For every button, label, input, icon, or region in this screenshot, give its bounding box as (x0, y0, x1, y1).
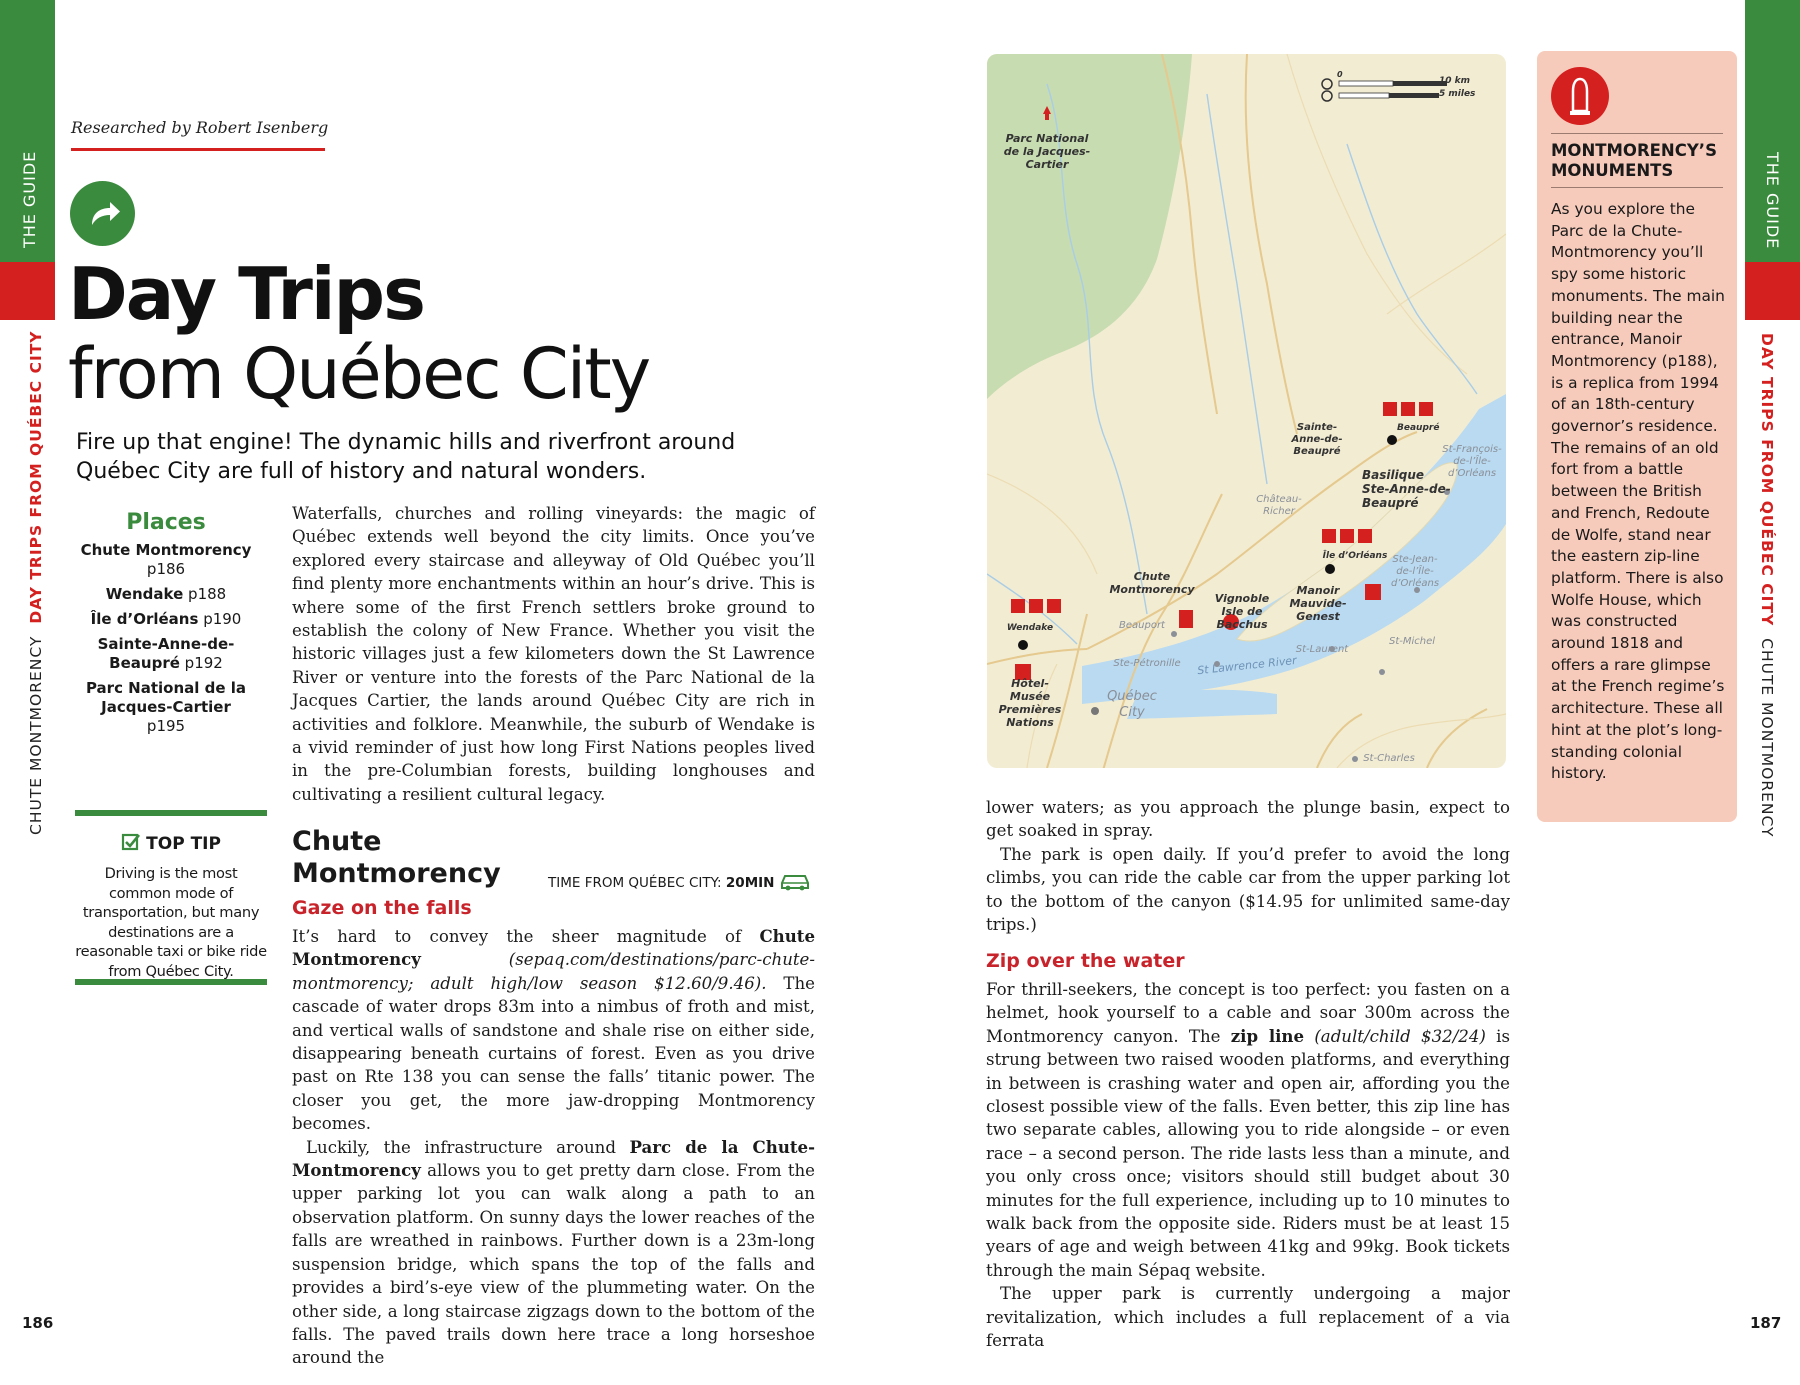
checkbox-icon (121, 832, 141, 856)
zip-line-price: (adult/child $32/24) (1304, 1026, 1486, 1046)
left-vertical-section: DAY TRIPS FROM QUÉBEC CITY (27, 330, 45, 624)
paragraph-revitalization: The upper park is currently undergoing a major revitalization, which includes a full replacement of a via ferrata (986, 1284, 1510, 1351)
monuments-sidebar (1537, 51, 1737, 822)
paragraph-zip-line: For thrill-seekers, the concept is too perfect: you fasten on a helmet, hook yourself to a cable and soar 300m across the Montmorency canyon. The zip line (adult/child $32/24) is strung between two raised wooden platforms, and everything in between is crashing water and open air, affording you the closest possible view of the falls. Even better, this zip line has two separate cables, allowing you to ride alongside – or even race – a second person. The ride lasts less than a minute, and you only cross once; visitors should still budget about 30 minutes for the full experience, including up to 10 minutes to walk back from the opposite side. Riders must be at least 15 years of age and weigh between 41kg and 99kg. Book tickets through the main Sépaq website. (986, 980, 1510, 1280)
places-item-name: Sainte-Anne-de-Beaupré (97, 635, 235, 672)
right-guide-label: THE GUIDE (1763, 152, 1782, 250)
top-tip-heading-row (75, 832, 267, 856)
right-section-tab (1745, 262, 1800, 320)
map-label-beauport: Beauport (1119, 620, 1165, 631)
page-number-right: 187 (1750, 1314, 1782, 1332)
left-guide-label: THE GUIDE (20, 150, 39, 248)
paragraph-infrastructure: Luckily, the infrastructure around Parc de la Chute-Montmorency allows you to get pretty darn close. From the upper parking lot you can walk along a path to an observation platform. On sunny days the lower reaches of the falls are wreathed in rainbows. Further down is a 23m-long suspension bridge, which spans the top of the falls and provides a bird’s-eye view of the plummeting water. On the other side, a long staircase zigzags down to the bottom of the falls. The paved trails down here trace a long horseshoe around the (292, 1136, 815, 1368)
zip-line-bold: zip line (1230, 1025, 1305, 1046)
left-vertical-subsection: CHUTE MONTMORENCY (27, 635, 45, 835)
sidebar-text: As you explore the Parc de la Chute-Montmorency you’ll spy some historic monuments. The main building near the entrance, Manoir Montmorency (p188), is a replica from 1994 of an 18th-century governor’s residence. The remains of an old fort from a battle between the British and French, Redoute de Wolfe, stand near the eastern zip-line platform. There is also Wolfe House, which was constructed around 1818 and offers a rare glimpse at the French regime’s architecture. These all hint at the plot’s long-standing colonial history. (1551, 200, 1725, 783)
right-body-zip (986, 978, 1510, 1353)
map-label-ile-orleans: Île d’Orléans (1322, 551, 1388, 561)
map-label-beaupre: Beaupré (1397, 423, 1440, 433)
time-from-city (548, 871, 811, 895)
places-item[interactable] (66, 541, 266, 579)
section-title-line2: Montmorency (292, 858, 501, 889)
zip-line-heading: Zip over the water (986, 950, 1185, 972)
section-body (292, 925, 815, 1370)
map-label-st-michel: St-Michel (1388, 636, 1436, 647)
places-item-page: p188 (188, 585, 227, 603)
car-icon (779, 871, 811, 895)
places-item[interactable] (66, 585, 266, 604)
right-vertical-section: DAY TRIPS FROM QUÉBEC CITY (1758, 333, 1776, 627)
intro-paragraph: Waterfalls, churches and rolling vineyards: the magic of Québec extends well beyond the city limits. Once you’ve explored every staircase and alleyway of Old Québec you’ll find plenty more enchantments within an hour’s drive. This is where some of the first French settlers broke ground to establish the colony of New France. Whether you visit the historic villages just a few kilometers down the St Lawrence River or venture into the forests of the Parc National de la Jacques Cartier, the lands around Québec City are rich in activities and folklore. Meanwhile, the suburb of Wendake is a vivid reminder of just how long First Nations peoples lived in the pre-Columbian forests, building longhouses and cultivating a resilient cultural legacy. (292, 504, 815, 804)
researched-by-underline (71, 148, 325, 151)
chapter-title-line1: Day Trips (68, 252, 424, 336)
left-section-tab (0, 262, 55, 320)
places-item[interactable] (66, 679, 266, 736)
map-label-basilique: Basilique Ste-Anne-de-Beaupré (1362, 468, 1451, 510)
map-scale-km: 10 km (1439, 76, 1471, 86)
map-label-parc-national: Parc National de la Jacques-Cartier (1003, 132, 1091, 171)
places-heading: Places (126, 510, 206, 535)
map-label-quebec-city: Québec City (1107, 689, 1157, 720)
places-item-page: p186 (146, 560, 186, 578)
map-label-hotel-musee: Hôtel-Musée Premières Nations (998, 677, 1062, 729)
places-item-name: Chute Montmorency (80, 541, 252, 559)
right-vertical-breadcrumb (1758, 333, 1776, 838)
map-label-st-francois: St-François-de-l’Île-d’Orléans (1442, 444, 1502, 479)
map-label-chute: Chute Montmorency (1109, 570, 1195, 596)
places-item-page: p195 (146, 717, 186, 735)
map-label-st-laurent: St-Laurent (1295, 644, 1349, 655)
map-label-sainte-anne: Sainte-Anne-de-Beaupré (1291, 422, 1343, 457)
places-item-page: p192 (184, 654, 223, 672)
top-tip-bottom-rule (75, 979, 267, 985)
chapter-title-line2: from Québec City (68, 333, 650, 415)
map-scale-miles: 5 miles (1439, 89, 1476, 99)
sidebar-top-rule (1551, 133, 1723, 134)
places-item[interactable] (66, 635, 266, 673)
map-label-ste-jean: Ste-Jean-de-l’Île-d’Orléans (1390, 554, 1440, 589)
top-tip-heading: TOP TIP (146, 834, 221, 854)
section-subheading-falls: Gaze on the falls (292, 897, 472, 919)
top-tip-text: Driving is the most common mode of transportation, but many destinations are a reasonable taxi or bike ride from Québec City. (75, 865, 267, 980)
chute-montmorency-bold: Chute Montmorency (292, 926, 815, 970)
sidebar-heading (1551, 141, 1717, 181)
day-trip-arrow-icon (70, 181, 135, 246)
section-title-line1: Chute (292, 826, 382, 857)
page-number-left: 186 (22, 1314, 54, 1332)
region-map[interactable] (987, 54, 1506, 768)
map-label-st-charles: St-Charles (1363, 753, 1415, 764)
right-body-top (986, 796, 1510, 936)
falls-info-link[interactable]: (sepaq.com/destinations/parc-chute-montmorency; adult high/low season $12.60/9.46). (292, 950, 815, 993)
map-label-chateau-richer: Château-Richer (1256, 494, 1302, 517)
map-label-manoir: Manoir Mauvide-Genest (1289, 584, 1347, 623)
parc-chute-bold: Parc de la Chute-Montmorency (292, 1136, 815, 1181)
left-vertical-breadcrumb (27, 330, 45, 835)
paragraph-lower-waters: lower waters; as you approach the plunge basin, expect to get soaked in spray. (986, 798, 1510, 841)
sidebar-heading-line2: MONUMENTS (1551, 161, 1674, 180)
time-value: 20MIN (725, 875, 775, 891)
places-item-page: p190 (203, 610, 242, 628)
monument-icon (1551, 67, 1609, 125)
places-item[interactable] (66, 610, 266, 629)
paragraph-falls: It’s hard to convey the sheer magnitude of Chute Montmorency (sepaq.com/destinations/parc-chute-montmorency; adult high/low season $12.60/9.46). The cascade of water drops 83m into a nimbus of froth and mist, and vertical walls of sandstone and shale rise on either side, disappearing beneath curtains of forest. Even as you drive past on Rte 138 you can sense the falls’ titanic power. The closer you get, the more jaw-dropping Montmorency becomes. (292, 926, 815, 1134)
map-label-wendake: Wendake (1006, 623, 1054, 633)
sidebar-heading-line1: MONTMORENCY’S (1551, 141, 1717, 160)
map-label-ste-petronille: Ste-Pétronille (1113, 658, 1181, 669)
chapter-intro: Fire up that engine! The dynamic hills and riverfront around Québec City are full of history and natural wonders. (76, 430, 736, 484)
paragraph-park-open: The park is open daily. If you’d prefer to avoid the long climbs, you can ride the cable car from the upper parking lot to the bottom of the canyon ($14.95 for unlimited same-day trips.) (986, 844, 1510, 935)
places-item-name: Île d’Orléans (90, 610, 199, 628)
places-list (66, 510, 266, 742)
researched-by: Researched by Robert Isenberg (71, 118, 329, 137)
places-item-name: Wendake (105, 585, 184, 603)
map-label-vignoble: Vignoble Isle de Bacchus (1214, 592, 1270, 631)
map-label-river: St Lawrence River (1196, 653, 1298, 678)
time-label: TIME FROM QUÉBEC CITY: (548, 875, 722, 891)
top-tip-top-rule (75, 810, 267, 816)
places-item-name: Parc National de la Jacques-Cartier (85, 679, 247, 716)
section-title (292, 826, 501, 890)
right-vertical-subsection: CHUTE MONTMORENCY (1758, 638, 1776, 838)
sidebar-heading-rule (1551, 187, 1723, 188)
map-scale-zero: 0 (1337, 70, 1343, 79)
